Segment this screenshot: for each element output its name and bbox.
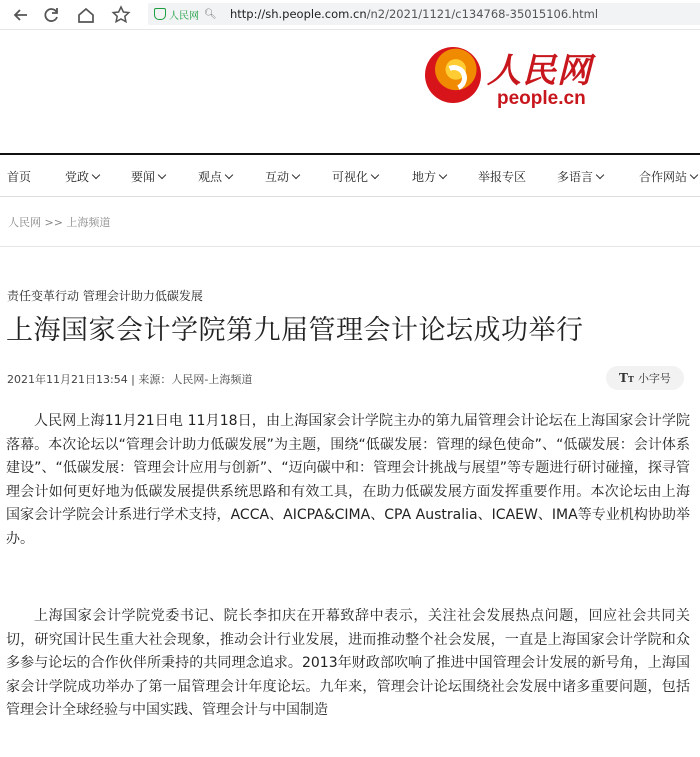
home-icon[interactable] [75, 4, 97, 26]
nav-item-local[interactable]: 地方 [412, 168, 446, 185]
chevron-down-icon [92, 171, 100, 179]
address-bar[interactable] [148, 3, 700, 25]
main-navigation [0, 153, 700, 197]
text-size-icon: TT [619, 371, 634, 385]
site-chip-label: 人民网 [169, 10, 199, 22]
nav-item-home[interactable]: 首页 [7, 170, 32, 184]
article-paragraph: 上海国家会计学院党委书记、院长李扣庆在开幕致辞中表示，关注社会发展热点问题，回应社会共同关切，研究国计民生重大社会现象，推动会计行业发展，进而推动整个社会发展，一直是上海国家会计学院和众多参与论坛的合作伙伴所秉持的共同理念追求。2013年财政部吹响了推进中国管理会计发展的新号角，上海国家会计学院成功举办了第一届管理会计年度论坛。九年来，管理会计论坛围绕社会发展中诸多重要问题，包括管理会计全球经验与中国实践、管理会计与中国制造 [6, 608, 690, 719]
logo-english-text: people.cn [497, 88, 586, 109]
article-paragraph: 人民网上海11月21日电 11月18日，由上海国家会计学院主办的第九届管理会计论坛在上海国家会计学院落幕。本次论坛以“管理会计助力低碳发展”为主题，围绕“低碳发展：管理的绿色使命”、“低碳发展：会计体系建设”、“低碳发展：管理会计应用与创新”、“迈向碳中和：管理会计挑战与展望”等专题进行研讨碰撞，探寻管理会计如何更好地为低碳发展提供系统思路和有效工具，在助力低碳发展方面发挥重要作用。本次论坛由上海国家会计学院会计系进行学术支持，ACCA、AICPA&CIMA、CPA Australia、ICAEW、IMA等专业机构协助举办。 [6, 413, 690, 547]
insecure-lock-icon: 🔍︎ [204, 8, 217, 20]
article-title: 上海国家会计学院第九届管理会计论坛成功举行 [6, 315, 584, 346]
chevron-down-icon [690, 171, 698, 179]
url-host: http://sh.people.com.cn [230, 7, 367, 21]
browser-toolbar [0, 0, 700, 30]
reload-icon[interactable] [40, 4, 62, 26]
nav-item-headlines[interactable]: 要闻 [131, 168, 165, 185]
nav-item-languages[interactable]: 多语言 [557, 168, 603, 185]
site-masthead [0, 31, 700, 153]
nav-item-party-government[interactable]: 党政 [65, 168, 99, 185]
back-arrow-icon[interactable] [10, 4, 32, 26]
logo-emblem-icon [425, 47, 481, 103]
nav-item-report-zone[interactable]: 举报专区 [478, 170, 527, 184]
site-identity-chip[interactable] [152, 5, 221, 23]
nav-item-opinion[interactable]: 观点 [198, 168, 232, 185]
url-path: /n2/2021/1121/c134768-35015106.html [366, 7, 599, 21]
article-meta: 2021年11月21日13:54 | 来源：人民网-上海频道 [7, 373, 253, 386]
chevron-down-icon [225, 171, 233, 179]
nav-item-partner-sites[interactable]: 合作网站 [639, 168, 697, 185]
chevron-down-icon [371, 171, 379, 179]
people-cn-logo[interactable] [425, 43, 625, 113]
nav-item-visualization[interactable]: 可视化 [332, 168, 378, 185]
breadcrumb[interactable]: 人民网 >> 上海频道 [8, 216, 111, 229]
chevron-down-icon [158, 171, 166, 179]
url-text[interactable] [230, 7, 598, 21]
divider [0, 246, 700, 247]
logo-chinese-text: 人民网 [487, 51, 592, 91]
font-size-toggle-label: 小字号 [637, 372, 671, 385]
font-size-toggle-button[interactable] [606, 366, 684, 390]
chevron-down-icon [439, 171, 447, 179]
shield-icon [154, 8, 166, 20]
chevron-down-icon [292, 171, 300, 179]
chevron-down-icon [596, 171, 604, 179]
nav-item-interaction[interactable]: 互动 [265, 168, 299, 185]
bookmark-star-icon[interactable] [110, 4, 132, 26]
article-kicker: 责任变革行动 管理会计助力低碳发展 [7, 289, 203, 303]
